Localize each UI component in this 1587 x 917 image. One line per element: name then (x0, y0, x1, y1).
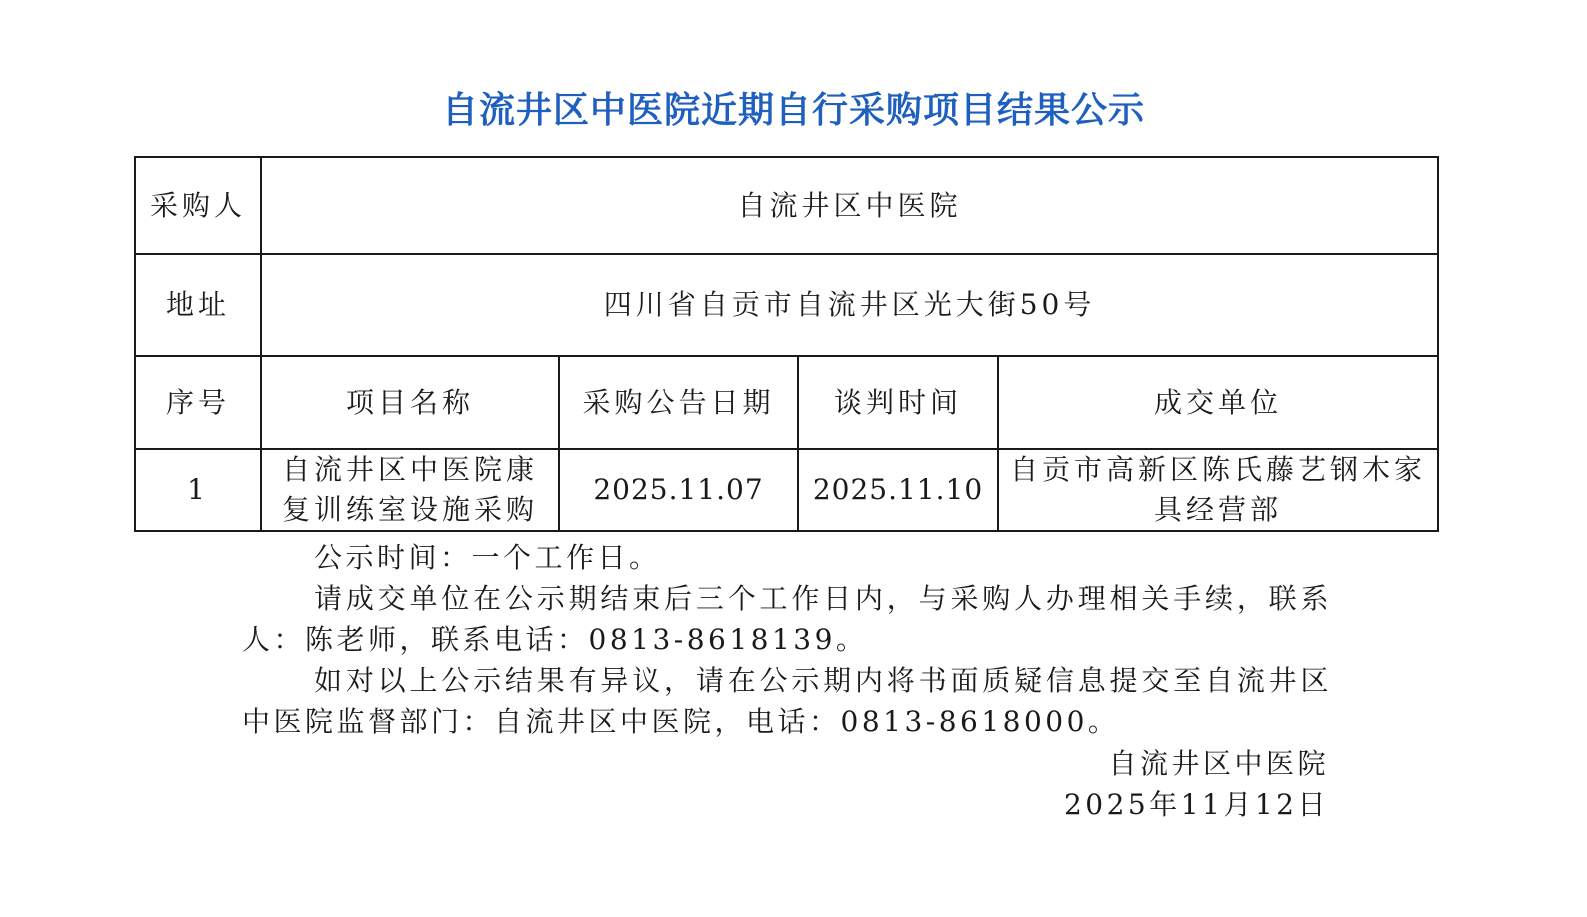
purchaser-value: 自流井区中医院 (261, 157, 1438, 254)
table-row (135, 449, 1438, 531)
cell-project: 自流井区中医院康复训练室设施采购 (261, 449, 559, 531)
address-value: 四川省自贡市自流井区光大街50号 (261, 254, 1438, 356)
header-no: 序号 (135, 356, 261, 449)
header-winner: 成交单位 (998, 356, 1438, 449)
address-row (135, 254, 1438, 356)
address-label: 地址 (135, 254, 261, 356)
cell-notice-date: 2025.11.07 (559, 449, 798, 531)
notice-time-paragraph: 公示时间：一个工作日。 (314, 541, 661, 574)
cell-no: 1 (135, 449, 261, 531)
purchaser-label: 采购人 (135, 157, 261, 254)
header-negotiation-time: 谈判时间 (798, 356, 998, 449)
procurement-result-table (134, 156, 1439, 532)
objection-paragraph: 如对以上公示结果有异议，请在公示期内将书面质疑信息提交至自流井区中医院监督部门：自流井区中医院，电话：0813-8618000。 (242, 664, 1332, 738)
header-project: 项目名称 (261, 356, 559, 449)
cell-negotiation-time: 2025.11.10 (798, 449, 998, 531)
contact-paragraph: 请成交单位在公示期结束后三个工作日内，与采购人办理相关手续，联系人：陈老师，联系电话：0813-8618139。 (242, 582, 1332, 656)
header-notice-date: 采购公告日期 (559, 356, 798, 449)
table-header-row (135, 356, 1438, 449)
cell-winner: 自贡市高新区陈氏藤艺钢木家具经营部 (998, 449, 1438, 531)
page-title: 自流井区中医院近期自行采购项目结果公示 (441, 90, 1145, 131)
signature-org: 自流井区中医院 (1108, 747, 1329, 780)
signature-date: 2025年11月12日 (1063, 788, 1329, 821)
purchaser-row (135, 157, 1438, 254)
